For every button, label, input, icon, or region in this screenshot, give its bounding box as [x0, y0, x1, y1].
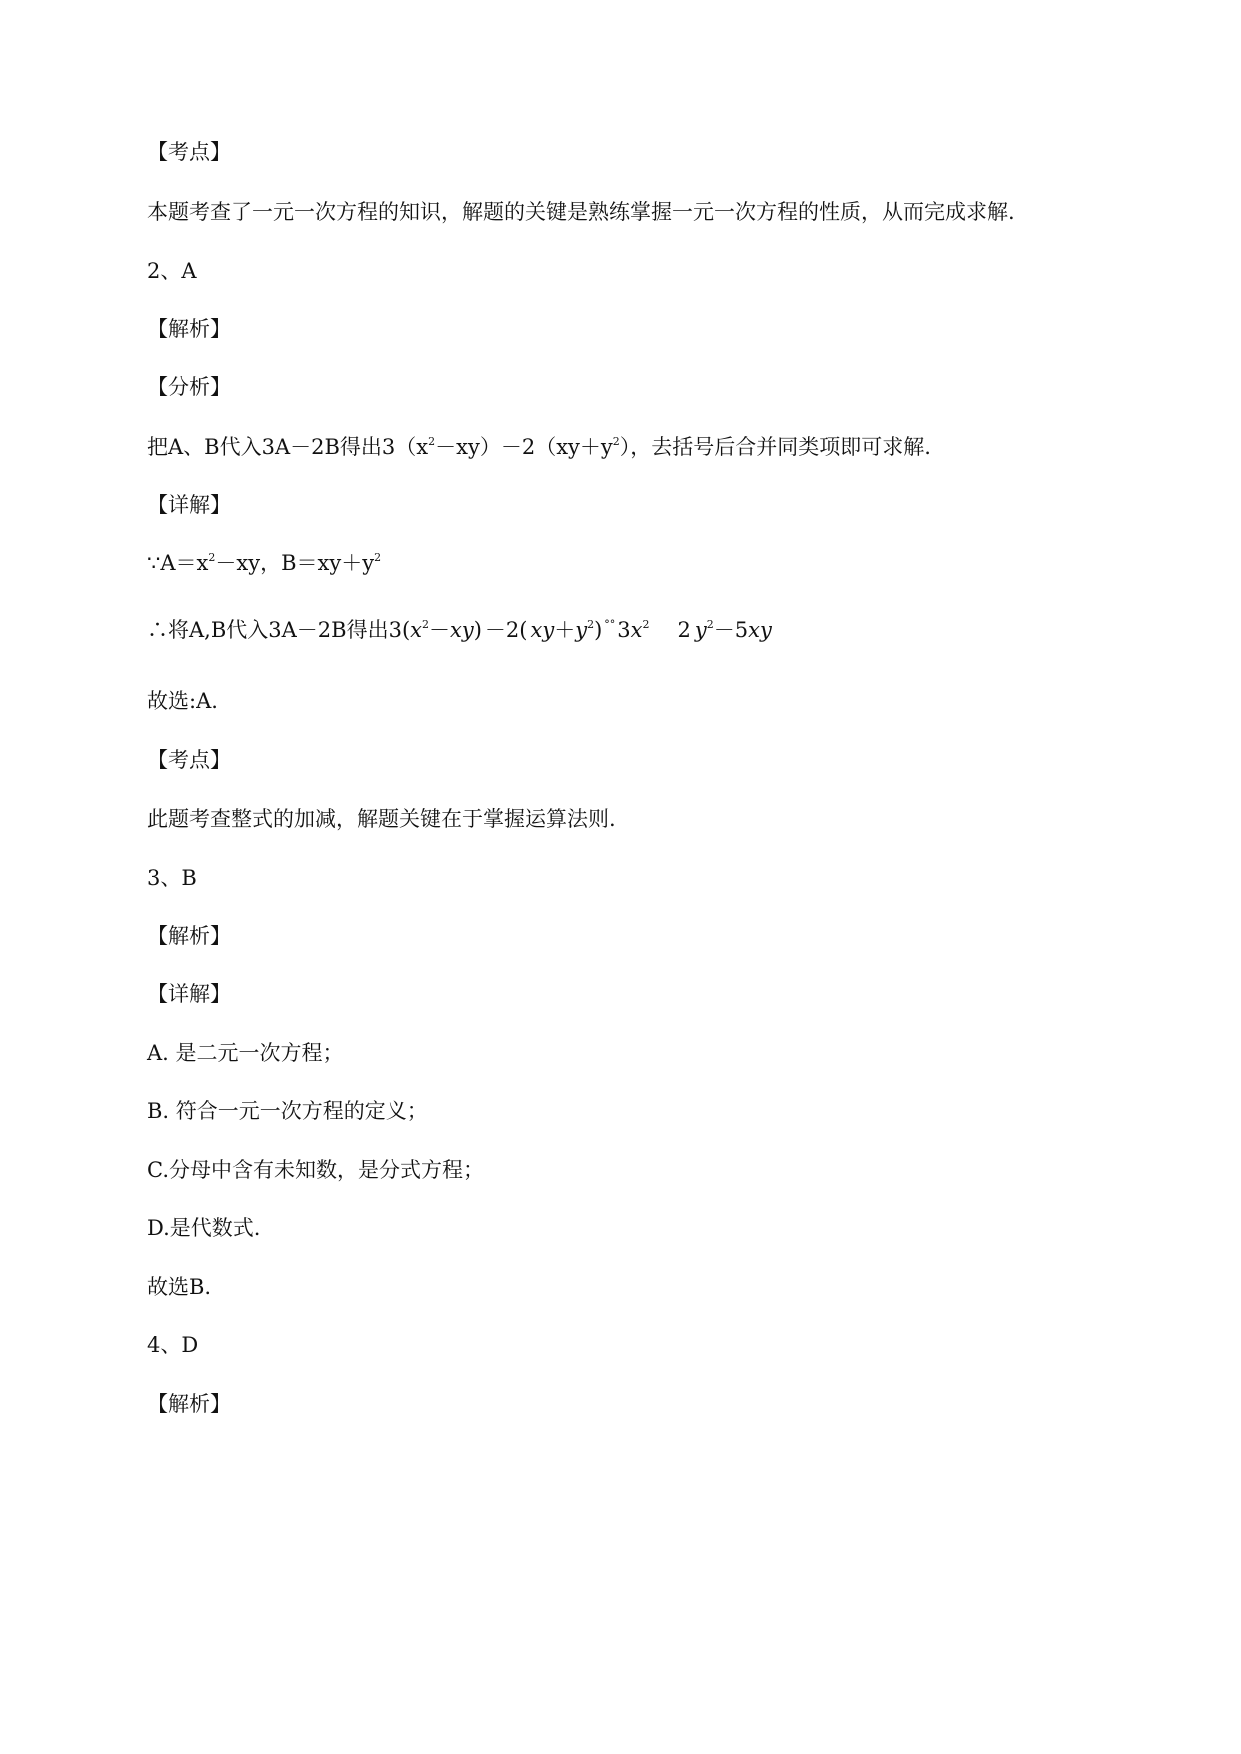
section-heading-jiexi-2: 【解析】: [147, 924, 231, 948]
option-d-explanation: D.是代数式.: [147, 1216, 261, 1240]
section-heading-kaodian: 【考点】: [147, 140, 231, 164]
choice-line-a: 故选:A.: [147, 689, 218, 713]
math-minus: －: [429, 618, 450, 642]
analysis-sup-1: 2: [428, 435, 436, 448]
analysis-sup-2: 2: [612, 435, 620, 448]
section-heading-jiexi: 【解析】: [147, 317, 231, 341]
section-heading-xiangjie-2: 【详解】: [147, 982, 231, 1006]
math-y: y: [694, 618, 707, 642]
math-minus: －: [713, 618, 735, 642]
math-xy: xy: [530, 618, 555, 642]
analysis-text-b: －xy）－2（xy＋y: [435, 435, 613, 459]
choice-line-b: 故选B.: [147, 1275, 212, 1299]
section-heading-jiexi-3: 【解析】: [147, 1392, 231, 1416]
analysis-paragraph: [147, 433, 931, 461]
given-line: [147, 549, 381, 577]
paragraph-summary: 本题考查了一元一次方程的知识，解题的关键是熟练掌握一元一次方程的性质，从而完成求解.: [147, 200, 1015, 224]
section-heading-xiangjie: 【详解】: [147, 493, 231, 517]
option-c-explanation: C.分母中含有未知数，是分式方程；: [147, 1158, 484, 1182]
analysis-text-c: ），去括号后合并同类项即可求解.: [619, 435, 931, 459]
solution-prefix: ∴将A,B代入3A－2B得出3(: [147, 618, 411, 642]
math-xy: xy: [450, 618, 474, 642]
math-garbled-equals: °°: [604, 618, 616, 631]
math-sup: 2: [706, 618, 714, 631]
math-paren: ): [473, 618, 482, 642]
math-y: y: [575, 618, 588, 642]
solution-line: [147, 616, 772, 644]
section-heading-fenxi: 【分析】: [147, 375, 231, 399]
math-paren: ): [594, 618, 603, 642]
math-x: x: [410, 618, 422, 642]
analysis-text-a: 把A、B代入3A－2B得出3（x: [147, 435, 429, 459]
math-two: 2: [677, 618, 691, 642]
math-sup: 2: [422, 618, 429, 631]
math-sup: 2: [587, 618, 595, 631]
math-three: 3: [617, 618, 631, 642]
math-five: 5: [734, 618, 749, 642]
given-text-b: －xy，B＝xy＋y: [215, 551, 375, 575]
math-plus: ＋: [554, 618, 576, 642]
answer-number-3: 3、B: [147, 866, 197, 890]
answer-number-2: 2、A: [147, 259, 197, 283]
given-sup-1: 2: [208, 551, 216, 564]
paragraph-summary-2: 此题考查整式的加减，解题关键在于掌握运算法则.: [147, 807, 616, 831]
math-x: x: [630, 618, 643, 642]
math-minus-two: －2(: [484, 618, 528, 642]
answer-number-4: 4、D: [147, 1333, 199, 1357]
math-sup: 2: [642, 618, 650, 631]
option-b-explanation: B. 符合一元一次方程的定义；: [147, 1099, 428, 1123]
section-heading-kaodian-2: 【考点】: [147, 748, 231, 772]
given-sup-2: 2: [374, 551, 382, 564]
given-text-a: ∵A＝x: [147, 551, 209, 575]
option-a-explanation: A. 是二元一次方程；: [147, 1041, 344, 1065]
math-xy: xy: [748, 618, 772, 642]
